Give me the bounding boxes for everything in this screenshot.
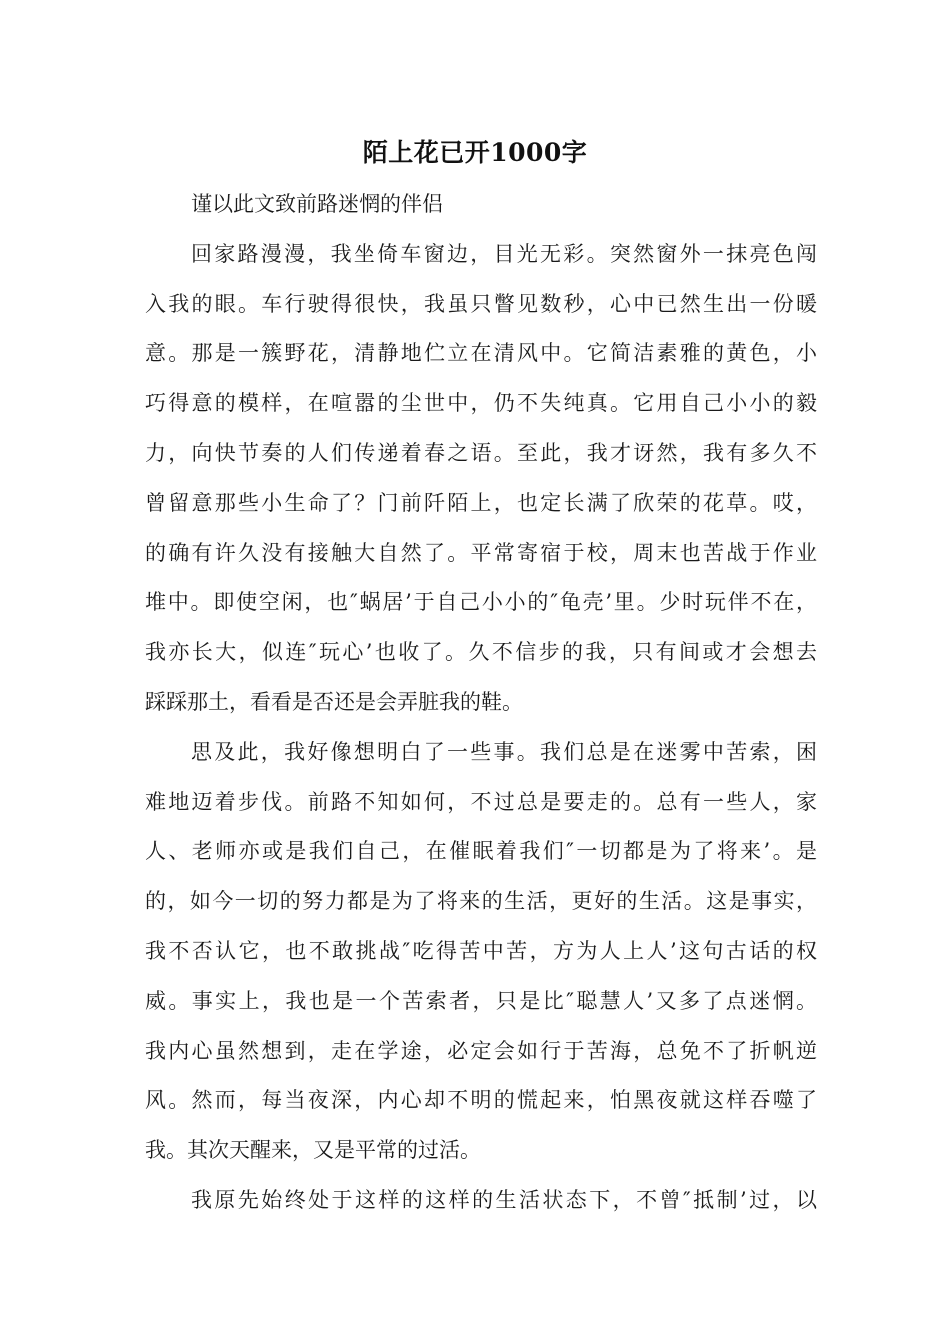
- text-line: 难地迈着步伐。前路不知如何，不过总是要走的。总有一些人，家: [145, 789, 817, 814]
- text-line: 人、老师亦或是我们自己，在催眠着我们″一切都是为了将来’。是: [145, 839, 817, 864]
- text-line: 谨以此文致前路迷惘的伴侣: [191, 192, 443, 216]
- text-line: 风。然而，每当夜深，内心却不明的慌起来，怕黑夜就这样吞噬了: [145, 1088, 817, 1113]
- text-line: 回家路漫漫，我坐倚车窗边，目光无彩。突然窗外一抹亮色闯: [191, 241, 817, 266]
- text-line: 威。事实上，我也是一个苦索者，只是比″聪慧人’又多了点迷惘。: [145, 988, 817, 1013]
- text-line: 曾留意那些小生命了？门前阡陌上，也定长满了欣荣的花草。哎，: [145, 490, 817, 515]
- text-line: 踩踩那土，看看是否还是会弄脏我的鞋。: [145, 689, 523, 714]
- text-line: 入我的眼。车行驶得很快，我虽只瞥见数秒，心中已然生出一份暖: [145, 291, 817, 316]
- text-line: 我原先始终处于这样的这样的生活状态下，不曾″抵制’过，以: [191, 1187, 817, 1212]
- text-line: 巧得意的模样，在喧嚣的尘世中，仍不失纯真。它用自己小小的毅: [145, 391, 817, 416]
- text-line: 我内心虽然想到，走在学途，必定会如行于苦海，总免不了折帆逆: [145, 1038, 817, 1063]
- text-line: 思及此，我好像想明白了一些事。我们总是在迷雾中苦索，困: [191, 739, 817, 764]
- text-line: 我亦长大，似连″玩心’也收了。久不信步的我，只有间或才会想去: [145, 640, 817, 665]
- document-body: [145, 180, 817, 1226]
- text-line: 的确有许久没有接触大自然了。平常寄宿于校，周末也苦战于作业: [145, 540, 817, 565]
- text-line: 的，如今一切的努力都是为了将来的生活，更好的生活。这是事实，: [145, 889, 817, 914]
- text-line: 我不否认它，也不敢挑战″吃得苦中苦，方为人上人’这句古话的权: [145, 938, 817, 963]
- text-line: 堆中。即使空闲，也″蜗居’于自己小小的″龟壳’里。少时玩伴不在，: [145, 590, 817, 615]
- document-title: 陌上花已开1000字: [362, 138, 588, 167]
- text-line: 意。那是一簇野花，清静地伫立在清风中。它简洁素雅的黄色，小: [145, 341, 817, 366]
- text-line: 我。其次天醒来，又是平常的过活。: [145, 1138, 481, 1163]
- text-line: 力，向快节奏的人们传递着春之语。至此，我才讶然，我有多久不: [145, 440, 817, 465]
